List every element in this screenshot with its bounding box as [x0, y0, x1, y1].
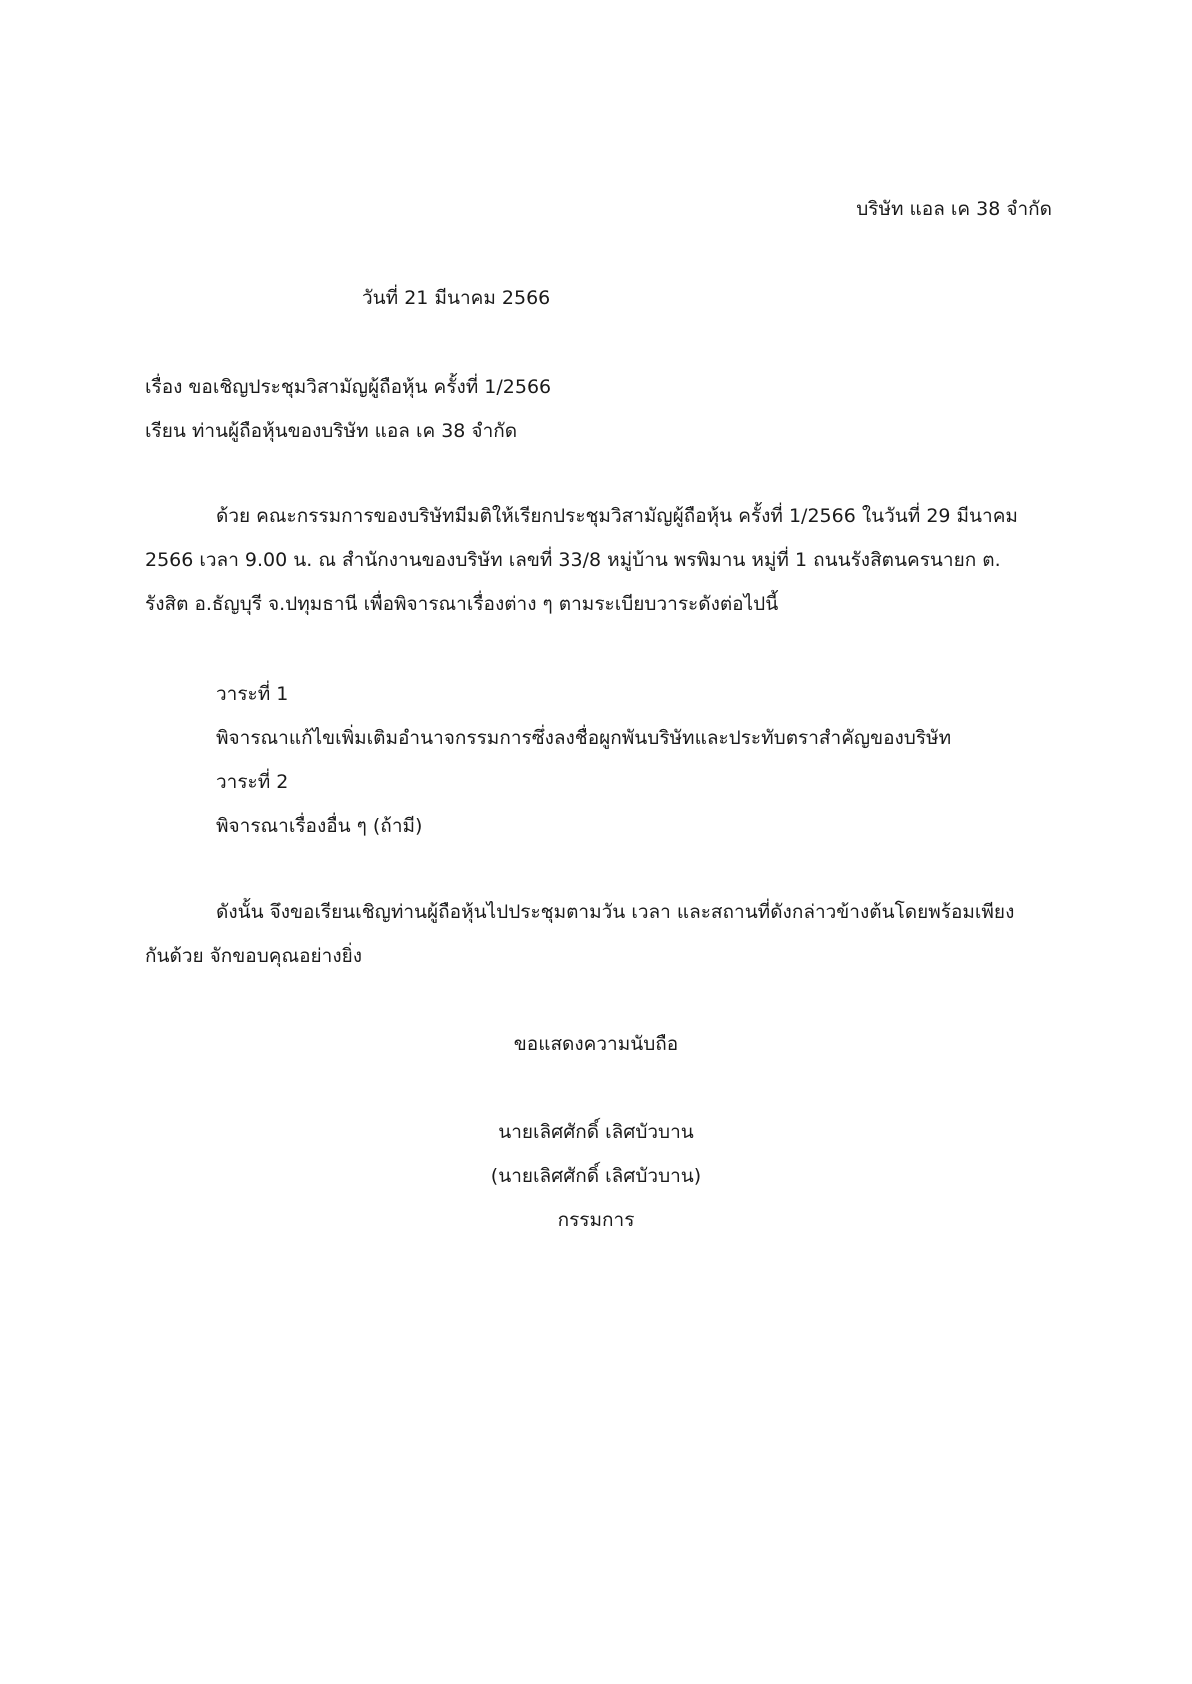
letter-date: วันที่ 21 มีนาคม 2566: [362, 287, 551, 309]
letter-closing: ขอแสดงความนับถือ: [513, 1033, 679, 1055]
signature-name: นายเลิศศักดิ์ เลิศบัวบาน: [498, 1121, 694, 1143]
agenda-2-title: วาระที่ 2: [216, 771, 289, 793]
agenda-1-title: วาระที่ 1: [216, 683, 289, 705]
signature-position: กรรมการ: [557, 1209, 635, 1231]
agenda-1-description: พิจารณาแก้ไขเพิ่มเติมอำนาจกรรมการซึ่งลงชื่อผูกพันบริษัทและประทับตราสำคัญของบริษัท: [216, 727, 952, 749]
agenda-2-description: พิจารณาเรื่องอื่น ๆ (ถ้ามี): [216, 815, 423, 837]
letter-recipient: เรียน ท่านผู้ถือหุ้นของบริษัท แอล เค 38 จำกัด: [145, 420, 518, 442]
paragraph2-line2: กันด้วย จักขอบคุณอย่างยิ่ง: [145, 945, 363, 967]
company-header: บริษัท แอล เค 38 จำกัด: [856, 198, 1052, 220]
paragraph1-line1: ด้วย คณะกรรมการของบริษัทมีมติให้เรียกประชุมวิสามัญผู้ถือหุ้น ครั้งที่ 1/2566 ในวันที่ 29 มีนาคม: [216, 505, 1018, 527]
signature-printed-name: (นายเลิศศักดิ์ เลิศบัวบาน): [490, 1165, 702, 1187]
paragraph2-line1: ดังนั้น จึงขอเรียนเชิญท่านผู้ถือหุ้นไปประชุมตามวัน เวลา และสถานที่ดังกล่าวข้างต้นโดยพร้อมเพียง: [216, 901, 1015, 923]
paragraph1-line3: รังสิต อ.ธัญบุรี จ.ปทุมธานี เพื่อพิจารณาเรื่องต่าง ๆ ตามระเบียบวาระดังต่อไปนี้: [145, 593, 779, 615]
paragraph1-line2: 2566 เวลา 9.00 น. ณ สำนักงานของบริษัท เลขที่ 33/8 หมู่บ้าน พรพิมาน หมู่ที่ 1 ถนนรังสิตนครนายก ต.: [145, 549, 1001, 571]
letter-subject: เรื่อง ขอเชิญประชุมวิสามัญผู้ถือหุ้น ครั้งที่ 1/2566: [145, 376, 552, 398]
